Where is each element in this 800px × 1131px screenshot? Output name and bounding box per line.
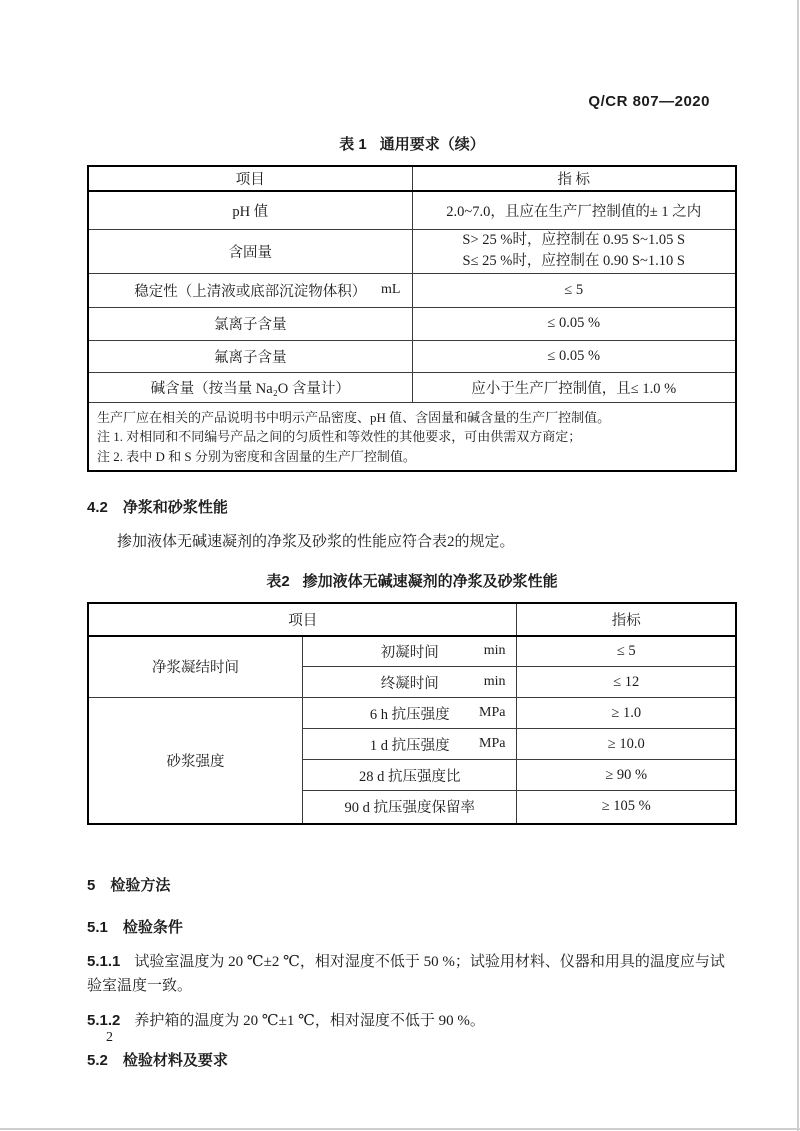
table2-spec-cell: ≥ 1.0 <box>517 698 736 729</box>
section-number: 5 <box>87 876 96 894</box>
table2-item-cell <box>302 729 516 760</box>
table2-item-cell: 90 d 抗压强度保留率 <box>302 791 516 824</box>
table1-item-cell: 氟离子含量 <box>88 340 412 372</box>
table2-group-mortar-strength: 砂浆强度 <box>88 698 302 824</box>
paragraph-text: 试验室温度为 20 ℃±2 ℃，相对湿度不低于 50 %；试验用材料、仪器和用具的温度应与试验室温度一致。 <box>87 953 725 994</box>
table2-row-initial-setting <box>88 636 736 667</box>
item-label: 终凝时间 <box>380 675 439 692</box>
table1-caption-prefix: 表 1 <box>339 136 367 153</box>
table2-spec-cell: ≥ 10.0 <box>517 729 736 760</box>
table2-caption <box>87 570 737 591</box>
table1-item-cell: 氯离子含量 <box>88 307 412 340</box>
table1-general-requirements <box>87 165 737 472</box>
table2-spec-cell: ≥ 90 % <box>517 760 736 791</box>
item-label: 1 d 抗压强度 <box>369 737 450 754</box>
paragraph-5-1-2 <box>87 1009 737 1033</box>
table1-item-cell: pH 值 <box>88 191 412 229</box>
table1-row-chloride <box>88 307 736 340</box>
table1-caption <box>87 133 737 154</box>
section-number: 5.2 <box>87 1052 108 1070</box>
section-5-heading <box>87 874 737 895</box>
section-number: 5.1 <box>87 918 108 936</box>
table2-row-6h-strength <box>88 698 736 729</box>
paragraph-number: 5.1.2 <box>87 1012 121 1030</box>
table1-spec-cell: ≤ 0.05 % <box>412 307 736 340</box>
table1-row-alkali <box>88 372 736 402</box>
table1-row-solid-content <box>88 229 736 273</box>
scan-edge-right <box>797 0 799 1131</box>
table1-spec-cell: 2.0~7.0，且应在生产厂控制值的± 1 之内 <box>412 191 736 229</box>
section-title: 检验方法 <box>110 876 171 894</box>
table1-spec-cell <box>412 229 736 273</box>
page-number: 2 <box>106 1030 113 1045</box>
spec-line: S> 25 %时，应控制在 0.95 S~1.05 S <box>462 232 686 248</box>
document-number: Q/CR 807—2020 <box>588 93 710 110</box>
table2-caption-title: 掺加液体无碱速凝剂的净浆及砂浆性能 <box>302 572 558 590</box>
table1-spec-cell: ≤ 0.05 % <box>412 340 736 372</box>
section-4-2-paragraph: 掺加液体无碱速凝剂的净浆及砂浆的性能应符合表2的规定。 <box>117 534 515 550</box>
table2-header-spec: 指标 <box>517 603 736 636</box>
table1-header-spec: 指 标 <box>412 166 736 191</box>
item-unit: mL <box>381 282 401 297</box>
spec-line: S≤ 25 %时，应控制在 0.90 S~1.10 S <box>462 253 685 269</box>
paragraph-number: 5.1.1 <box>87 952 121 970</box>
item-label: 6 h 抗压强度 <box>369 706 450 723</box>
section-title: 净浆和砂浆性能 <box>122 499 228 516</box>
item-unit: MPa <box>479 705 506 720</box>
item-label: 初凝时间 <box>380 644 439 661</box>
table1-note: 生产厂应在相关的产品说明书中明示产品密度、pH 值、含固量和碱含量的生产厂控制值。 <box>97 409 611 425</box>
table1-spec-cell: 应小于生产厂控制值，且≤ 1.0 % <box>412 372 736 402</box>
section-number: 4.2 <box>87 499 108 516</box>
item-unit: min <box>483 643 506 659</box>
table1-item-cell <box>88 273 412 307</box>
table2-spec-cell: ≥ 105 % <box>517 791 736 824</box>
table2-item-cell <box>302 636 516 667</box>
table1-row-ph <box>88 191 736 229</box>
section-title: 检验材料及要求 <box>122 1052 228 1070</box>
table1-header-row <box>88 166 736 191</box>
table1-note: 注 2. 表中 D 和 S 分别为密度和含固量的生产厂控制值。 <box>97 448 416 464</box>
table2-spec-cell: ≤ 12 <box>517 667 736 698</box>
table1-caption-title: 通用要求（续） <box>379 136 485 153</box>
table1-row-fluoride <box>88 340 736 372</box>
item-unit: min <box>483 674 506 689</box>
table1-item-cell: 碱含量（按当量 Na₂O 含量计） <box>88 372 412 402</box>
table2-caption-prefix: 表2 <box>266 572 290 590</box>
table2-item-cell <box>302 698 516 729</box>
table1-note: 注 1. 对相同和不同编号产品之间的匀质性和等效性的其他要求，可由供需双方商定； <box>97 429 582 444</box>
section-4-2-heading <box>87 496 737 517</box>
item-label: 稳定性（上清液或底部沉淀物体积） <box>134 283 367 300</box>
table1-item-cell: 含固量 <box>88 229 412 273</box>
section-5-2-heading <box>87 1049 737 1070</box>
item-unit: MPa <box>479 736 506 751</box>
section-5-1-heading <box>87 916 737 937</box>
table2-item-cell: 28 d 抗压强度比 <box>302 760 516 791</box>
section-title: 检验条件 <box>122 918 183 936</box>
table1-notes-row <box>88 402 736 471</box>
table2-spec-cell: ≤ 5 <box>517 636 736 667</box>
table2-header-item: 项目 <box>88 603 517 636</box>
page-content <box>87 93 737 1070</box>
table2-header-row <box>88 603 736 636</box>
scan-edge-bottom <box>0 1128 800 1130</box>
table2-group-setting-time: 净浆凝结时间 <box>88 636 302 698</box>
table2-item-cell <box>302 667 516 698</box>
table2-paste-mortar-performance <box>87 602 737 825</box>
table1-row-stability <box>88 273 736 307</box>
table1-spec-cell: ≤ 5 <box>412 273 736 307</box>
table1-header-item: 项目 <box>88 166 412 191</box>
table1-notes-cell <box>88 402 736 471</box>
paragraph-text: 养护箱的温度为 20 ℃±1 ℃，相对湿度不低于 90 %。 <box>134 1013 485 1030</box>
paragraph-5-1-1 <box>87 950 737 999</box>
